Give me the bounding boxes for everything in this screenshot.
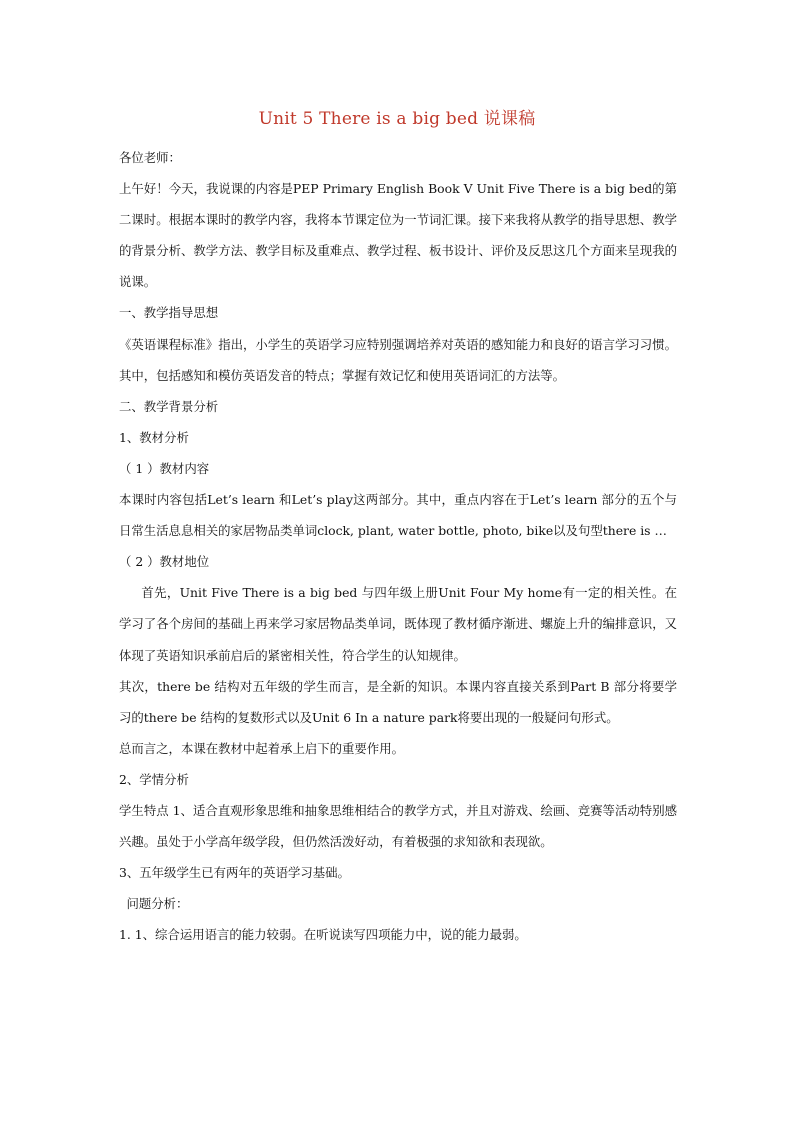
- intro-paragraph: 上午好！今天，我说课的内容是PEP Primary English Book V Unit Five There is a big bed的第二课时。根据本课时的教学内容，我将本节课定位为一节词汇课。接下来我将从教学的指导思想、教学的背景分析、教学方法、教学目标及重难点、教学过程、板书设计、评价及反思这几个方面来呈现我的说课。: [119, 181, 677, 290]
- material-content-paragraph: 本课时内容包括Let’s learn 和Let’s play这两部分。其中，重点内容在于Let’s learn 部分的五个与日常生活息息相关的家居物品类单词clock, plant, water bottle, photo, bike以及句型there is …: [119, 492, 677, 539]
- subheading-student-analysis: 2、学情分析: [119, 771, 189, 787]
- problem-analysis-item-1: 1. 1、综合运用语言的能力较弱。在听说读写四项能力中，说的能力最弱。: [119, 927, 527, 943]
- greeting: 各位老师：: [119, 150, 181, 165]
- section-heading-background: 二、教学背景分析: [119, 398, 219, 414]
- guiding-thought-paragraph: 《英语课程标准》指出，小学生的英语学习应特别强调培养对英语的感知能力和良好的语言学习习惯。其中，包括感知和模仿英语发音的特点；掌握有效记忆和使用英语词汇的方法等。: [119, 336, 677, 383]
- material-position-paragraph-3: 总而言之，本课在教材中起着承上启下的重要作用。: [119, 740, 404, 756]
- student-analysis-point-3: 3、五年级学生已有两年的英语学习基础。: [119, 865, 350, 881]
- subheading-material-analysis: 1、教材分析: [119, 429, 189, 445]
- subheading-material-content: （ 1 ）教材内容: [119, 460, 210, 476]
- material-position-paragraph-2: 其次，there be 结构对五年级的学生而言，是全新的知识。本课内容直接关系到Part B 部分将要学习的there be 结构的复数形式以及Unit 6 In a nature park将要出现的一般疑问句形式。: [119, 678, 677, 725]
- section-heading-guiding-thought: 一、教学指导思想: [119, 305, 219, 321]
- problem-analysis-heading: 问题分析：: [126, 896, 189, 912]
- student-analysis-paragraph: 学生特点 1、适合直观形象思维和抽象思维相结合的教学方式，并且对游戏、绘画、竞赛等活动特别感兴趣。虽处于小学高年级学段，但仍然活泼好动，有着极强的求知欲和表现欲。: [119, 802, 677, 850]
- document-body: [119, 142, 677, 950]
- subheading-material-position: （ 2 ）教材地位: [119, 554, 210, 570]
- document-title: Unit 5 There is a big bed 说课稿: [258, 109, 536, 129]
- material-position-paragraph-1: 首先，Unit Five There is a big bed 与四年级上册Unit Four My home有一定的相关性。在学习了各个房间的基础上再来学习家居物品类单词，既体现了教材循序渐进、螺旋上升的编排意识，又体现了英语知识承前启后的紧密相关性，符合学生的认知规律。: [119, 585, 677, 663]
